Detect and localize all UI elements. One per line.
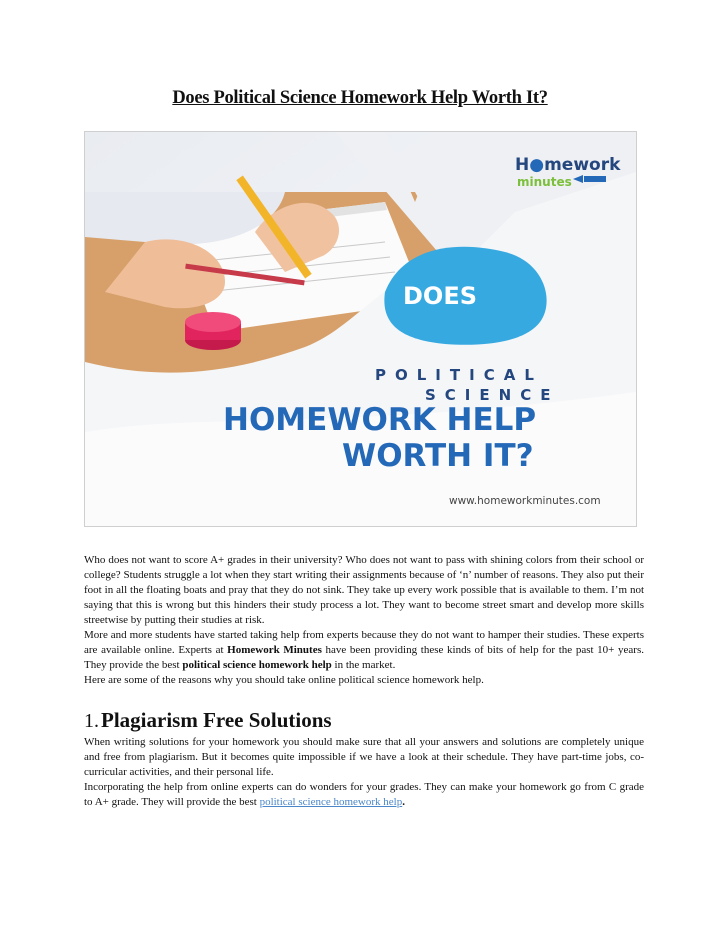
intro-paragraph-2: More and more students have started taking help from experts because they do not want to hamper their studies. These experts are available online. Experts at Homework Minutes have been providing these kinds of bits of help for the past 10+ years. They provide the best political science homework help in the market. [84, 629, 644, 671]
hero-url: www.homeworkminutes.com [449, 495, 601, 507]
section-1-body [84, 735, 644, 810]
svg-text:H●mework: H●mework [515, 155, 621, 175]
page-title: Does Political Science Homework Help Worth It? [172, 88, 548, 108]
section-heading-1: 1.Plagiarism Free Solutions [84, 708, 332, 732]
hero-word-political: POLITICAL [375, 366, 543, 384]
intro-paragraph-1: Who does not want to score A+ grades in their university? Who does not want to pass with shining colors from their school or college? Students struggle a lot when they start writing their assignments because of ‘n’ number of reasons. They also put their foot in all the floating boats and pray that they do not sink. They take up every work possible that is available to them. I’m not saying that this is wrong but this hinders their study process a lot. They want to become street smart and develop more skills streetwise by putting their studies at risk. [84, 554, 644, 626]
intro-section [84, 553, 644, 688]
svg-text:minutes: minutes [517, 175, 572, 189]
brand-name: Homework Minutes [227, 644, 322, 656]
hero-word-science: SCIENCE [425, 386, 560, 404]
section-1-paragraph-2: Incorporating the help from online experts can do wonders for your grades. They can make your homework go from C grade to A+ grade. They will provide the best political science homework help. [84, 781, 644, 808]
hero-word-homework-help: HOMEWORK HELP [223, 402, 537, 438]
hero-word-worth-it: WORTH IT? [342, 438, 534, 474]
hero-image [84, 131, 637, 527]
intro-paragraph-3: Here are some of the reasons why you should take online political science homework help. [84, 674, 484, 686]
hero-word-does: DOES [403, 282, 478, 310]
political-science-homework-help-link[interactable]: political science homework help [259, 796, 403, 808]
keyword-bold: political science homework help [182, 659, 332, 671]
section-1-paragraph-1: When writing solutions for your homework you should make sure that all your answers and solutions are completely unique and free from plagiarism. But it becomes quite impossible if we have a look at their schedule. They have part-time jobs, co-curricular activities, and their personal life. [84, 736, 644, 778]
